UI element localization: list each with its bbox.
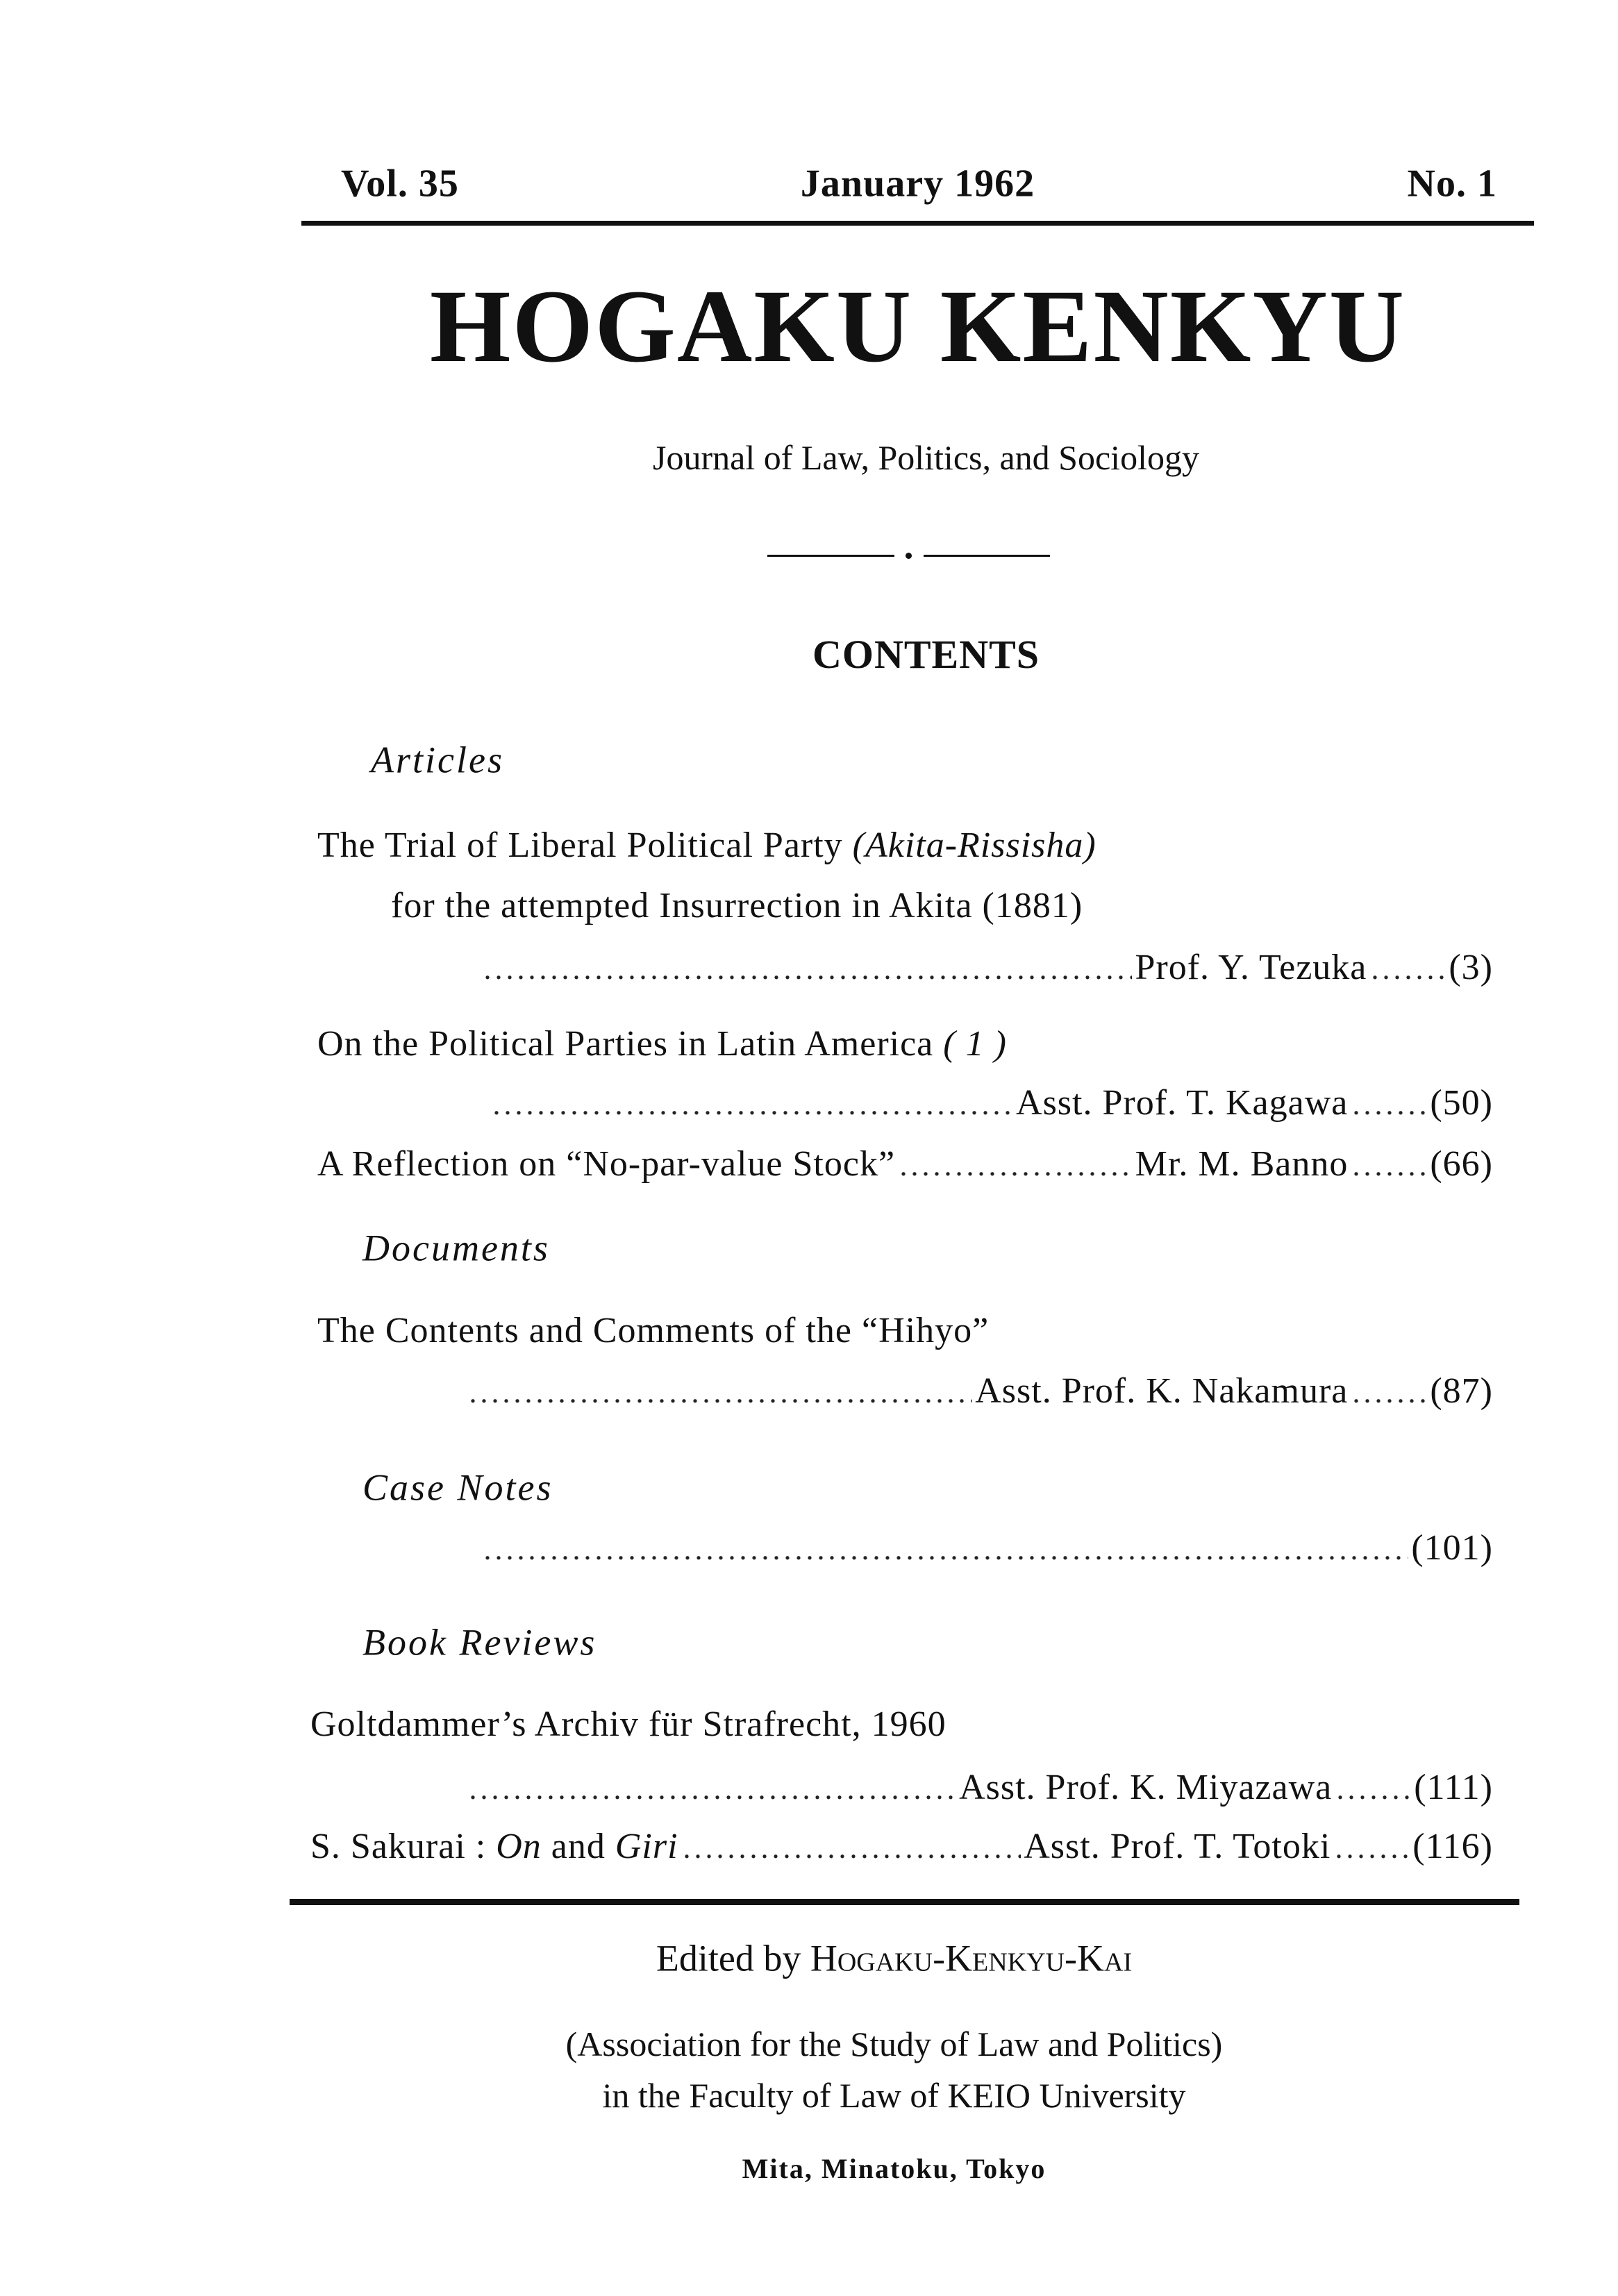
leader-dots [491,1111,1013,1115]
section-articles: Articles [371,739,504,781]
footer-rule [290,1899,1519,1905]
leader-dots [482,975,1132,980]
leader-dots [1333,1854,1410,1859]
author: Asst. Prof. T. Totoki [1024,1826,1331,1866]
author: Asst. Prof. K. Miyazawa [959,1767,1333,1807]
faculty: in the Faculty of Law of KEIO University [602,2076,1186,2115]
issue-date: January 1962 [800,162,1035,206]
journal-subtitle: Journal of Law, Politics, and Sociology [653,438,1199,477]
header-rule [301,221,1534,226]
author: Mr. M. Banno [1135,1143,1349,1184]
volume: Vol. 35 [341,162,459,206]
leader-dots [1369,975,1446,980]
author: Asst. Prof. K. Nakamura [975,1371,1349,1411]
journal-title: HOGAKU KENKYU [429,269,1406,384]
divider-left [767,555,894,557]
divider-right [924,555,1050,557]
page-number: (87) [1430,1371,1493,1411]
section-book-reviews: Book Reviews [362,1621,597,1664]
review-1-byline [465,1766,1493,1809]
review-2 [310,1825,1493,1868]
page-number: (66) [1430,1143,1493,1184]
case-notes-byline [479,1527,1493,1570]
edited-by: Edited by Hogaku-Kenkyu-Kai [656,1937,1133,1979]
article-2-title: On the Political Parties in Latin America ( 1 ) [317,1023,1007,1064]
page-number: (116) [1412,1826,1493,1866]
association: (Association for the Study of Law and Politics) [565,2025,1223,2063]
document-1-title: The Contents and Comments of the “Hihyo” [317,1310,990,1350]
page-number: (3) [1449,947,1493,987]
leader-dots [1351,1111,1427,1115]
page-number: (101) [1411,1527,1493,1568]
leader-dots [482,1556,1408,1560]
contents-heading: CONTENTS [812,632,1040,678]
article-1-title: The Trial of Liberal Political Party (Akita-Rissisha) [317,825,1096,865]
leader-dots [681,1854,1021,1859]
review-1-title: Goltdammer’s Archiv für Strafrecht, 1960 [310,1704,946,1744]
section-case-notes: Case Notes [362,1466,553,1509]
divider-dot [906,553,912,559]
author: Prof. Y. Tezuka [1135,947,1367,987]
issue-number: No. 1 [1407,162,1497,206]
address: Mita, Minatoku, Tokyo [742,2153,1046,2184]
author: Asst. Prof. T. Kagawa [1016,1082,1349,1123]
article-3 [317,1143,1493,1186]
article-2-byline [488,1082,1493,1125]
article-1-title-cont: for the attempted Insurrection in Akita (1881) [391,885,1083,925]
leader-dots [467,1795,956,1800]
leader-dots [1351,1399,1427,1403]
page-number: (111) [1414,1767,1493,1807]
title: A Reflection on “No-par-value Stock” [317,1143,896,1184]
leader-dots [467,1399,972,1403]
page-number: (50) [1430,1082,1493,1123]
title: S. Sakurai : On and Giri [310,1826,678,1866]
leader-dots [1335,1795,1411,1800]
leader-dots [898,1172,1133,1176]
section-documents: Documents [362,1227,550,1269]
leader-dots [1351,1172,1427,1176]
document-1-byline [465,1370,1493,1413]
article-1-byline [479,946,1493,989]
